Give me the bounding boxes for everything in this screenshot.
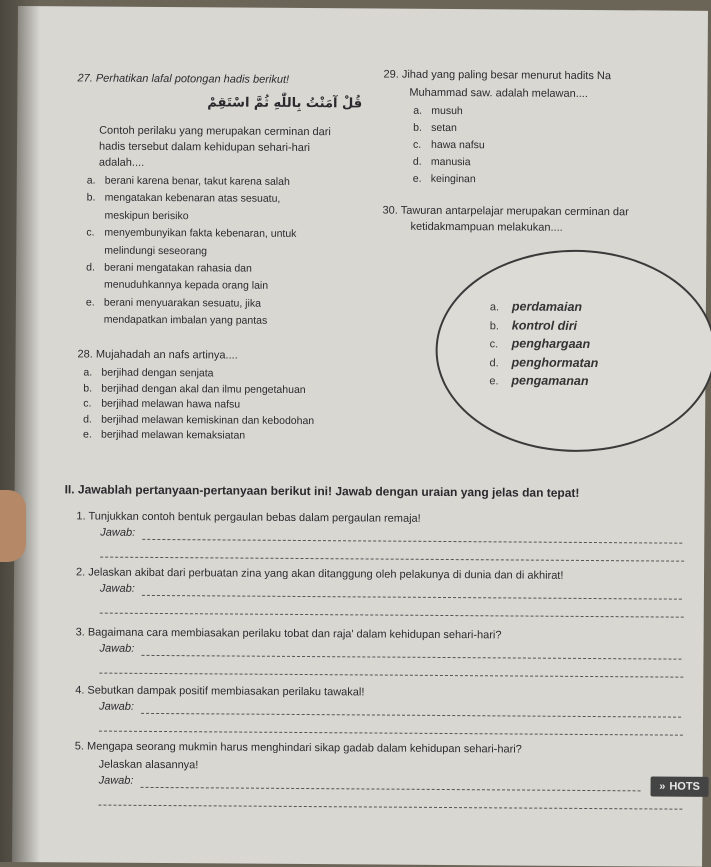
answer-label: Jawab:	[100, 583, 135, 595]
q27-option	[87, 174, 290, 187]
q27-line1: Contoh perilaku yang merupakan cerminan dari	[99, 125, 331, 139]
q28-option	[83, 398, 240, 411]
answer-line[interactable]	[100, 557, 684, 562]
q30-option-text: kontrol diri	[512, 318, 577, 332]
answer-line[interactable]	[142, 539, 682, 544]
q29-option-text: keinginan	[431, 173, 476, 185]
q30-option-text: penghargaan	[512, 336, 591, 351]
q27-option-text: menyembunyikan fakta kebenaran, untuk	[104, 227, 296, 240]
q27-stem: 27. Perhatikan lafal potongan hadis berikut!	[77, 72, 289, 85]
q29-option-text: musuh	[431, 105, 463, 117]
thumb	[0, 490, 26, 562]
q27-arabic-hadith: قُلْ آمَنْتُ بِاللّٰهِ ثُمَّ اسْتَقِمْ	[207, 95, 362, 111]
q30-option	[490, 299, 582, 314]
q28-option-text: berjihad dengan akal dan ilmu pengetahuan	[101, 382, 305, 395]
q28-stem: 28. Mujahadah an nafs artinya....	[78, 348, 238, 361]
answer-label: Jawab:	[99, 775, 134, 787]
q29-option-letter: c.	[413, 139, 431, 151]
q27-option-letter: c.	[86, 227, 104, 239]
q30-option-text: pengamanan	[511, 373, 588, 388]
q27-option-text: meskipun berisiko	[104, 209, 188, 222]
q29-option-text: manusia	[431, 156, 471, 168]
essay-q5-line2: Jelaskan alasannya!	[99, 759, 199, 772]
q27-option-text: mendapatkan imbalan yang pantas	[104, 314, 268, 327]
q29-option	[413, 122, 457, 134]
hots-badge-label: HOTS	[669, 781, 700, 793]
q28-option-letter: c.	[83, 398, 101, 410]
q30-option	[490, 336, 591, 351]
q27-option-letter: a.	[87, 174, 105, 186]
section2-heading: II. Jawablah pertanyaan-pertanyaan berikut ini! Jawab dengan uraian yang jelas dan tepat!	[65, 482, 580, 500]
worksheet-page	[12, 6, 708, 867]
answer-line[interactable]	[98, 805, 682, 810]
answer-label: Jawab:	[99, 643, 134, 655]
q30-option-letter: e.	[489, 375, 511, 387]
answer-line[interactable]	[141, 787, 641, 791]
essay-question-1: 1. Tunjukkan contoh bentuk pergaulan bebas dalam pergaulan remaja!	[76, 510, 420, 524]
q28-option	[83, 382, 305, 396]
q28-option-text: berjihad dengan senjata	[101, 367, 213, 380]
q30-option-letter: a.	[490, 301, 512, 313]
chevron-right-icon: »	[659, 780, 665, 792]
q27-line2: hadis tersebut dalam kehidupan sehari-hari	[99, 141, 310, 154]
q28-option-letter: a.	[83, 366, 101, 378]
q27-option	[86, 279, 268, 292]
q27-option-letter: d.	[86, 261, 104, 273]
q29-option-letter: e.	[413, 173, 431, 185]
essay-question-3: 3. Bagaimana cara membiasakan perilaku tobat dan raja' dalam kehidupan sehari-hari?	[76, 626, 502, 641]
answer-line[interactable]	[99, 673, 683, 678]
q30-stem: 30. Tawuran antarpelajar merupakan cerminan dar	[383, 205, 629, 219]
q28-option-letter: d.	[83, 413, 101, 425]
q28-option	[83, 429, 245, 442]
q28-option	[83, 366, 213, 379]
q27-option	[86, 261, 252, 274]
answer-label: Jawab:	[99, 701, 134, 713]
q28-option	[83, 413, 314, 427]
q27-option	[86, 244, 207, 257]
answer-line[interactable]	[100, 613, 684, 618]
q30-option	[490, 318, 577, 333]
q28-option-text: berjihad melawan hawa nafsu	[101, 398, 240, 411]
q30-option-text: perdamaian	[512, 299, 582, 313]
q27-option-text: berani karena benar, takut karena salah	[105, 175, 290, 188]
q29-option	[413, 105, 463, 117]
q30-option	[489, 373, 588, 388]
q27-option	[86, 209, 188, 222]
answer-label: Jawab:	[100, 527, 135, 539]
q29-option	[413, 139, 485, 152]
q30-option-letter: c.	[490, 338, 512, 350]
q30-option-letter: d.	[489, 357, 511, 369]
q28-option-text: berjihad melawan kemaksiatan	[101, 429, 245, 442]
answer-line[interactable]	[99, 731, 683, 736]
answer-line[interactable]	[141, 713, 681, 718]
q27-option-text: mengatakan kebenaran atas sesuatu,	[105, 192, 281, 205]
q27-option-letter: e.	[86, 296, 104, 308]
answer-line[interactable]	[141, 655, 681, 660]
q30-line2: ketidakmampuan melakukan....	[410, 221, 562, 234]
q27-option	[86, 314, 268, 327]
q28-option-letter: b.	[83, 382, 101, 394]
q30-options-oval	[435, 249, 711, 453]
q29-option	[413, 173, 476, 185]
hots-badge	[650, 776, 708, 796]
q27-option-text: berani menyuarakan sesuatu, jika	[104, 296, 261, 309]
q27-line3: adalah....	[99, 157, 144, 169]
essay-question-5: 5. Mengapa seorang mukmin harus menghindari sikap gadab dalam kehidupan sehari-hari?	[75, 740, 522, 755]
q29-option-letter: b.	[413, 122, 431, 134]
q29-option-text: hawa nafsu	[431, 139, 485, 151]
q29-option-letter: d.	[413, 156, 431, 168]
q28-option-letter: e.	[83, 429, 101, 441]
q29-option-letter: a.	[413, 105, 431, 117]
q27-option	[86, 296, 261, 309]
q27-option	[86, 227, 296, 240]
q29-line2: Muhammad saw. adalah melawan....	[409, 87, 588, 100]
q27-option-text: melindungi seseorang	[104, 244, 207, 257]
answer-line[interactable]	[142, 595, 682, 600]
q29-stem: 29. Jihad yang paling besar menurut hadits Na	[383, 69, 611, 83]
q27-option-text: menuduhkannya kepada orang lain	[104, 279, 268, 292]
q27-option-text: berani mengatakan rahasia dan	[104, 262, 252, 275]
q30-option-letter: b.	[490, 320, 512, 332]
q29-option	[413, 156, 471, 168]
q30-option-text: penghormatan	[511, 355, 598, 370]
q27-option-letter: b.	[87, 192, 105, 204]
q28-option-text: berjihad melawan kemiskinan dan kebodohan	[101, 413, 314, 426]
q30-option	[489, 355, 598, 370]
essay-question-4: 4. Sebutkan dampak positif membiasakan perilaku tawakal!	[75, 684, 364, 698]
page-shadow	[0, 0, 40, 862]
q29-option-text: setan	[431, 122, 457, 134]
essay-question-2: 2. Jelaskan akibat dari perbuatan zina yang akan ditanggung oleh pelakunya di dunia dan di akhirat!	[76, 566, 563, 581]
q27-option	[87, 192, 281, 205]
